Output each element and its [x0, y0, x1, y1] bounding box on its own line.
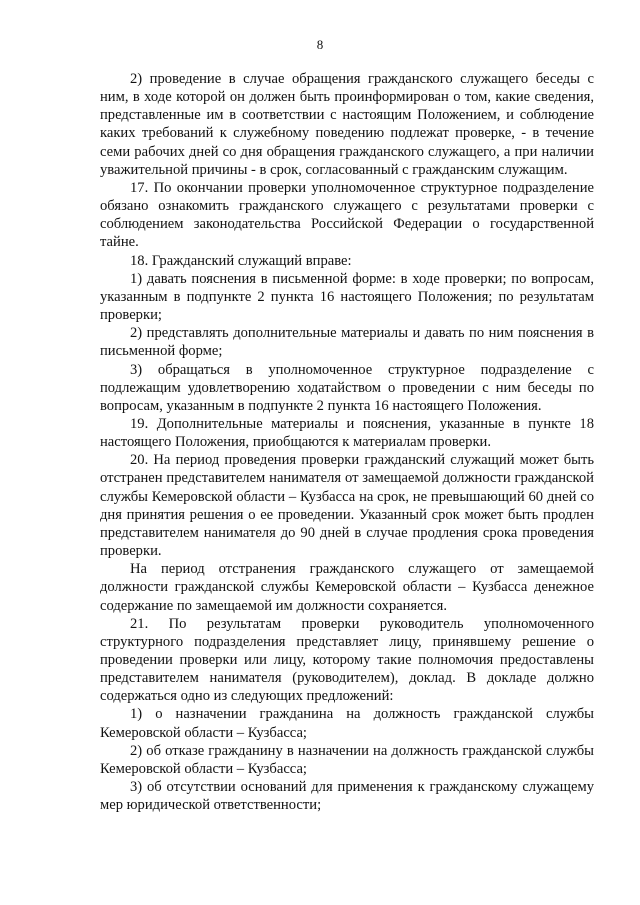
paragraph-21: 21. По результатам проверки руководитель уполномоченного структурного подразделения представляет лицу, принявшему решение о проведении проверки или лицу, которому такие полномочия предоставлены представителем нанимателя (руководителем), доклад. В докладе должно содержаться одно из следующих предложений: — [100, 615, 594, 705]
paragraph-20-suspension: На период отстранения гражданского служащего от замещаемой должности гражданской службы Кемеровской области – Кузбасса денежное содержание по замещаемой им должности сохраняется. — [100, 561, 594, 614]
paragraph-16-2: 2) проведение в случае обращения гражданского служащего беседы с ним, в ходе которой он должен быть проинформирован о том, какие сведения, представленные им в соответствии с настоящим Положением, и соблюдение каких требований к служебному поведению подлежат проверке, - в течение семи рабочих дней со дня обращения гражданского служащего, а при наличии уважительной причины - в срок, согласованный с гражданским служащим. — [100, 71, 594, 178]
document-body — [100, 70, 594, 814]
paragraph-18-2: 2) представлять дополнительные материалы и давать по ним пояснения в письменной форме; — [100, 325, 594, 360]
paragraph-18-3: 3) обращаться в уполномоченное структурное подразделение с подлежащим удовлетворению ходатайством о проведении с ним беседы по вопросам, указанным в подпункте 2 пункта 16 настоящего Положения. — [100, 361, 594, 414]
paragraph-20: 20. На период проведения проверки гражданский служащий может быть отстранен представителем нанимателя от замещаемой должности гражданской службы Кемеровской области – Кузбасса на срок, не превышающий 60 дней со дня принятия решения о ее проведении. Указанный срок может быть продлен представителем нанимателя до 90 дней в случае продления срока проведения проверки. — [100, 452, 594, 560]
paragraph-18: 18. Гражданский служащий вправе: — [130, 252, 352, 269]
paragraph-21-2: 2) об отказе гражданину в назначении на должность гражданской службы Кемеровской области – Кузбасса; — [100, 742, 594, 777]
paragraph-17: 17. По окончании проверки уполномоченное структурное подразделение обязано ознакомить гражданского служащего с результатами проверки с соблюдением законодательства Российской Федерации о государственной тайне. — [100, 179, 594, 251]
paragraph-18-1: 1) давать пояснения в письменной форме: в ходе проверки; по вопросам, указанным в подпункте 2 пункта 16 настоящего Положения; по результатам проверки; — [100, 270, 594, 324]
paragraph-19: 19. Дополнительные материалы и пояснения, указанные в пункте 18 настоящего Положения, приобщаются к материалам проверки. — [100, 415, 594, 451]
page-number: 8 — [316, 37, 324, 52]
paragraph-21-1: 1) о назначении гражданина на должность гражданской службы Кемеровской области – Кузбасса; — [100, 706, 594, 741]
paragraph-21-3: 3) об отсутствии оснований для применения к гражданскому служащему мер юридической ответственности; — [100, 779, 594, 814]
